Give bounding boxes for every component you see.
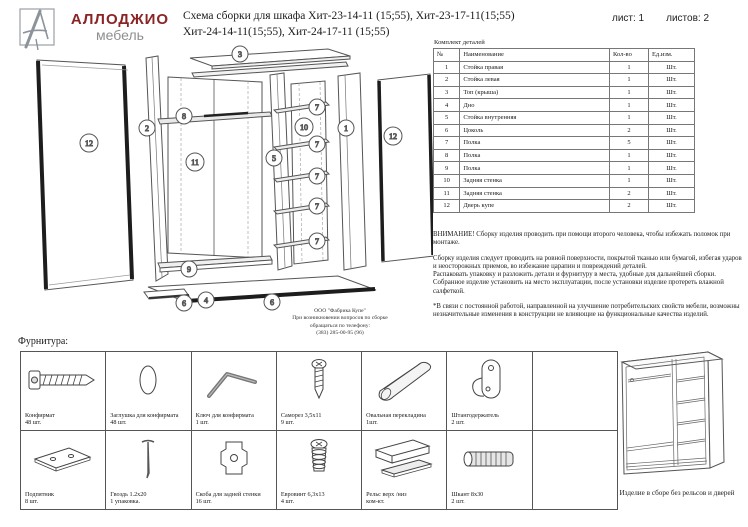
hardware-item-oval-rod (362, 352, 447, 431)
factory-note: При возникновении вопросов по сборке (292, 315, 388, 322)
hardware-item-qty: 2 шт. (451, 419, 465, 427)
cell-name: Полка (460, 149, 610, 162)
hardware-item-name: Подпятник (25, 490, 55, 498)
table-row (434, 61, 695, 74)
cell-number: 9 (434, 162, 460, 175)
col-header-quantity: Кол-во (609, 49, 648, 62)
cell-name: Полка (460, 137, 610, 150)
hardware-item-qty: 1шт. (366, 419, 378, 427)
callout-number: 4 (204, 296, 208, 305)
title-line-2: Хит-24-14-11(15;55), Хит-24-17-11 (15;55) (183, 25, 390, 38)
door-right-part (378, 74, 433, 262)
callout-number: 6 (182, 299, 186, 308)
hardware-empty-cell (533, 352, 618, 431)
cell-number: 2 (434, 74, 460, 87)
cell-qty: 1 (609, 86, 648, 99)
table-row (434, 137, 695, 150)
table-row (434, 86, 695, 99)
page-title (183, 9, 573, 40)
table-row (434, 99, 695, 112)
hardware-item-name: Ключ для конфирмата (195, 411, 254, 419)
table-row (434, 162, 695, 175)
brand-name: АЛЛОДЖИО (70, 11, 170, 28)
table-row (434, 74, 695, 87)
hardware-item-qty: 48 шт. (110, 419, 127, 427)
hardware-item-qty: 2 шт. (451, 498, 465, 506)
parts-table-header-row (434, 49, 695, 62)
callout-number: 11 (191, 158, 199, 167)
cell-unit: Шт. (648, 111, 694, 124)
factory-contact-note (250, 308, 430, 337)
rail-icon (367, 435, 441, 483)
callout-number: 1 (344, 124, 348, 133)
cell-unit: Шт. (648, 74, 694, 87)
callout-number: 7 (315, 202, 319, 211)
hardware-item-name: Саморез 3,5х11 (280, 411, 322, 419)
sheet-number: лист: 1 (612, 13, 645, 24)
hardware-item-hex-key (192, 352, 277, 431)
hardware-item-name: Заглушка для конфирмата (110, 411, 179, 419)
confirmat-cap-icon (111, 356, 185, 404)
assembled-caption: Изделие в сборе без рельсов и дверей (619, 489, 735, 497)
cell-name: Задняя стенка (460, 187, 610, 200)
stand-left-part (146, 56, 168, 281)
cell-number: 8 (434, 149, 460, 162)
callout-number: 2 (145, 124, 149, 133)
cell-qty: 1 (609, 174, 648, 187)
callout-number: 10 (300, 123, 308, 132)
hardware-item-name: Евровинт 6,3х13 (280, 490, 325, 498)
cell-unit: Шт. (648, 86, 694, 99)
hardware-item-qty: 48 шт. (25, 419, 42, 427)
cell-unit: Шт. (648, 99, 694, 112)
hardware-item-rail (362, 431, 447, 510)
stand-inner-part (270, 73, 292, 270)
cell-qty: 5 (609, 137, 648, 150)
hardware-section-title: Фурнитура: (18, 336, 69, 347)
hardware-item-name: Гвоздь 1.2х20 (110, 490, 147, 498)
hardware-item-cap (106, 352, 191, 431)
factory-note: обращаться по телефону: (309, 322, 371, 329)
hardware-item-euro-screw (277, 431, 362, 510)
cell-number: 5 (434, 111, 460, 124)
cell-name: Полка (460, 162, 610, 175)
hardware-item-qty: 8 шт. (25, 498, 39, 506)
hardware-item-screw (277, 352, 362, 431)
callout-number: 5 (272, 154, 276, 163)
warning-text: ВНИМАНИЕ! Сборку изделия проводить при помощи второго человека, чтобы избежать поломок при монтаже. (433, 231, 731, 247)
table-row (434, 149, 695, 162)
cell-number: 6 (434, 124, 460, 137)
hardware-item-name: Скоба для задней стенки (195, 490, 261, 498)
hardware-item-qty: 1 упаковка. (110, 498, 140, 506)
cell-name: Цоколь (460, 124, 610, 137)
parts-table (433, 48, 695, 213)
cell-unit: Шт. (648, 61, 694, 74)
hardware-item-name: Рельс верх /низ (366, 490, 407, 498)
callout-number: 12 (85, 139, 93, 148)
cell-number: 7 (434, 137, 460, 150)
sheets-total: листов: 2 (666, 13, 710, 24)
cell-number: 4 (434, 99, 460, 112)
col-header-number: № (434, 49, 460, 62)
cell-unit: Шт. (648, 187, 694, 200)
cell-unit: Шт. (648, 137, 694, 150)
note-paragraph: Распаковать упаковку и разложить детали и фурнитуру в места, удобные для дальнейшей сборки. (433, 271, 716, 279)
back-wall-large-part (168, 77, 262, 258)
oval-rod-icon (367, 356, 441, 404)
hardware-item-name: Овальная перекладина (366, 411, 426, 419)
foot-plate-icon (26, 435, 100, 483)
hardware-item-rod-holder (447, 352, 532, 431)
hardware-item-bracket (192, 431, 277, 510)
callout-number: 3 (238, 50, 242, 59)
col-header-name: Наименование (460, 49, 610, 62)
hardware-item-qty: 16 шт. (195, 498, 212, 506)
table-row (434, 174, 695, 187)
cell-name: Дверь купе (460, 200, 610, 213)
note-paragraph: Сборку изделия следует проводить на ровной поверхности, покрытой тканью или бумагой, избегая ударов и неосторожных приемов, во избежание царапин и повреждений деталей. (433, 254, 742, 270)
cell-unit: Шт. (648, 174, 694, 187)
brand-block (60, 11, 180, 43)
title-line-1: Схема сборки для шкафа Хит-23-14-11 (15;55), Хит-23-17-11(15;55) (183, 10, 515, 22)
parts-table-title: Комплект деталей (434, 39, 485, 46)
cell-unit: Шт. (648, 149, 694, 162)
hardware-item-name: Конфирмат (25, 411, 55, 419)
table-row (434, 124, 695, 137)
callout-number: 7 (315, 103, 319, 112)
hardware-item-qty: 4 шт. (280, 498, 295, 506)
callout-number: 7 (315, 237, 319, 246)
cell-unit: Шт. (648, 162, 694, 175)
hardware-item-name: Штангодержатель (451, 411, 500, 419)
assembly-notes (433, 231, 746, 320)
cell-number: 1 (434, 61, 460, 74)
hardware-item-qty: 9 шт. (280, 419, 295, 427)
table-row (434, 187, 695, 200)
cell-qty: 1 (609, 111, 648, 124)
cell-name: Топ (крыша) (460, 86, 610, 99)
hardware-item-foot-plate (21, 431, 106, 510)
cell-qty: 1 (609, 74, 648, 87)
cell-qty: 2 (609, 200, 648, 213)
brand-subtitle: мебель (96, 27, 144, 43)
col-header-unit: Ед.изм. (648, 49, 694, 62)
callout-number: 9 (187, 265, 191, 274)
cell-number: 10 (434, 174, 460, 187)
callout-number: 7 (315, 140, 319, 149)
hex-key-icon (197, 356, 271, 404)
door-left-part (37, 60, 133, 290)
note-paragraph: Собранное изделие установить на место эксплуатации, после установки изделие протереть влажной салфеткой. (433, 279, 724, 295)
cell-unit: Шт. (648, 124, 694, 137)
footnote-text: *В связи с постоянной работой, направленной на улучшение потребительских свойств мебели, возможны незначительные изменения в конструкции не влияющие на функциональные качества изделий. (433, 302, 740, 319)
parts-list-section (433, 39, 695, 213)
cell-number: 12 (434, 200, 460, 213)
cell-qty: 2 (609, 187, 648, 200)
cell-name: Стойка внутренняя (460, 111, 610, 124)
cell-name: Дно (460, 99, 610, 112)
table-row (434, 200, 695, 213)
self-tapping-screw-icon (282, 356, 356, 404)
hardware-grid (20, 351, 618, 510)
callout-number: 8 (182, 112, 186, 121)
cell-number: 11 (434, 187, 460, 200)
cell-qty: 1 (609, 149, 648, 162)
callout-number: 6 (270, 298, 274, 307)
euro-screw-icon (282, 435, 356, 483)
stand-right-part (338, 73, 366, 270)
cell-number: 3 (434, 86, 460, 99)
cell-qty: 2 (609, 124, 648, 137)
sheet-info (612, 13, 742, 24)
factory-phone: (383) 285-00-95 (96) (316, 329, 364, 336)
hardware-item-dowel (447, 431, 532, 510)
cell-name: Задняя стенка (460, 174, 610, 187)
cell-qty: 1 (609, 61, 648, 74)
hardware-item-name: Шкант 8х30 (451, 490, 484, 498)
back-wall-bracket-icon (197, 435, 271, 483)
cell-qty: 1 (609, 99, 648, 112)
hardware-item-nail (106, 431, 191, 510)
cell-name: Стойка правая (460, 61, 610, 74)
shelf-9-part (158, 256, 272, 272)
cell-name: Стойка левая (460, 74, 610, 87)
cell-unit: Шт. (648, 200, 694, 213)
rod-holder-icon (453, 356, 527, 404)
hardware-item-confirmat (21, 352, 106, 431)
assembled-wardrobe-drawing (616, 346, 744, 486)
nail-icon (111, 435, 185, 483)
factory-name: ООО "Фабрика Купе" (314, 308, 366, 314)
callout-number: 12 (389, 132, 397, 141)
confirmat-screw-icon (26, 356, 100, 404)
hardware-item-qty: ком-кт. (366, 498, 385, 506)
hardware-empty-cell (533, 431, 618, 510)
cell-qty: 1 (609, 162, 648, 175)
exploded-assembly-diagram (8, 44, 433, 336)
dowel-icon (453, 435, 527, 483)
table-row (434, 111, 695, 124)
hardware-item-qty: 1 шт. (195, 419, 209, 427)
callout-number: 7 (315, 172, 319, 181)
